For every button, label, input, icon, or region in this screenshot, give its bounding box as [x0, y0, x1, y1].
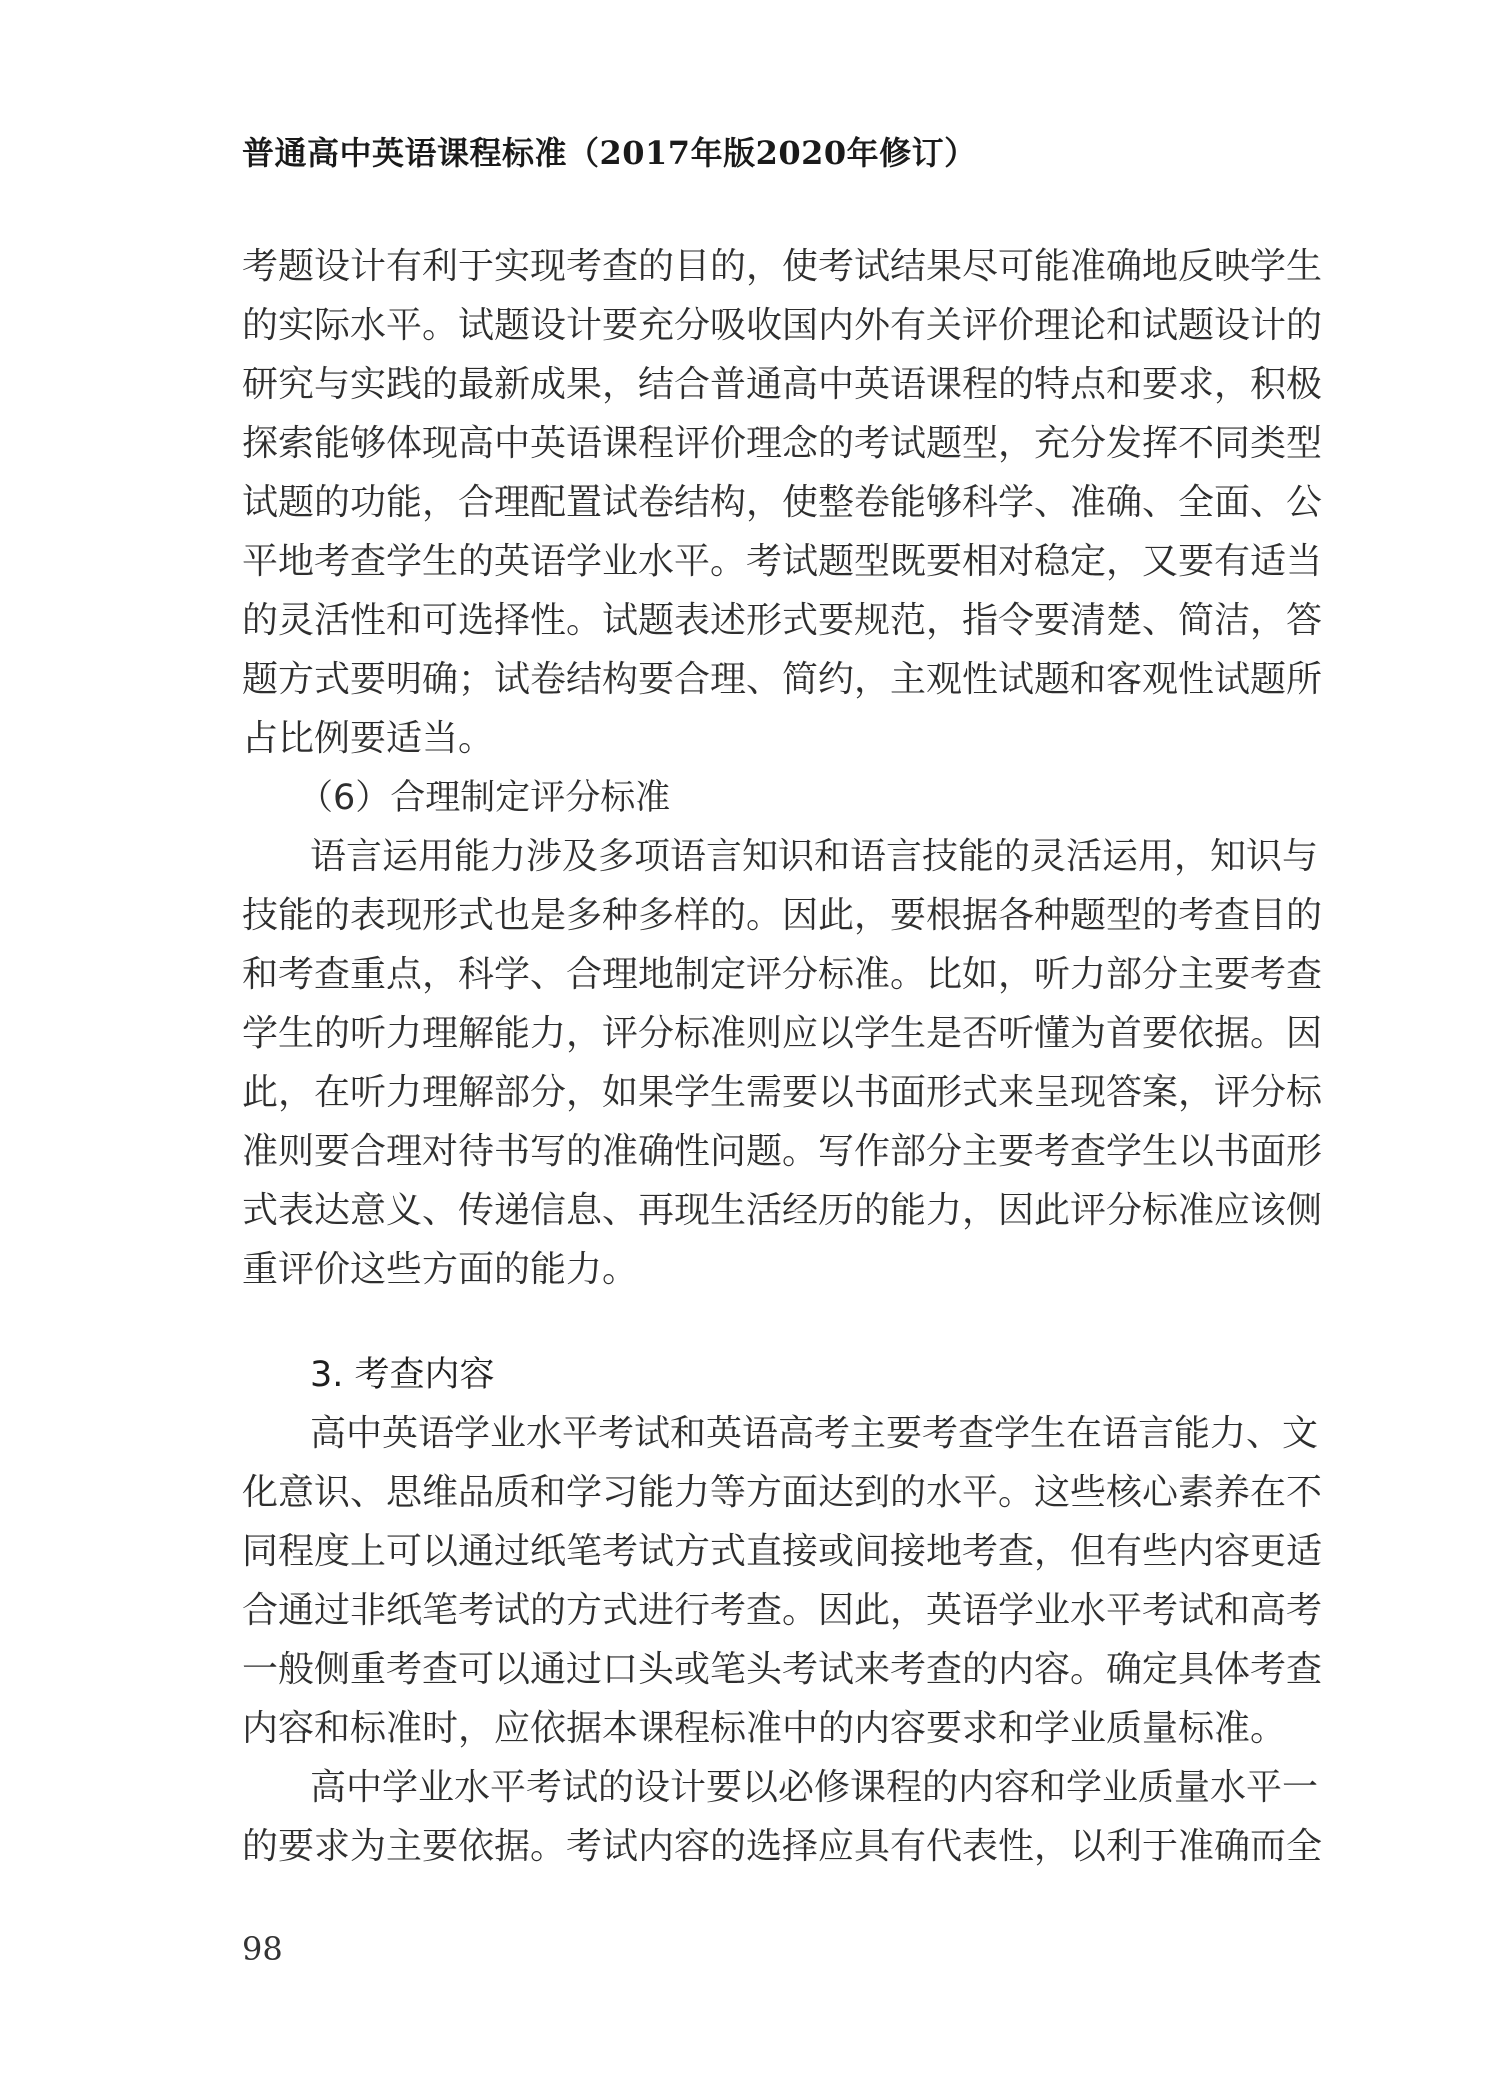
body-line: 同程度上可以通过纸笔考试方式直接或间接地考查，但有些内容更适	[242, 1531, 1323, 1572]
body-line: 的实际水平。试题设计要充分吸收国内外有关评价理论和试题设计的	[242, 305, 1323, 346]
body-line: 合通过非纸笔考试的方式进行考查。因此，英语学业水平考试和高考	[242, 1590, 1323, 1631]
body-line: 和考查重点，科学、合理地制定评分标准。比如，听力部分主要考查	[242, 954, 1323, 995]
body-line: 高中学业水平考试的设计要以必修课程的内容和学业质量水平一	[310, 1767, 1319, 1808]
body-line: 一般侧重考查可以通过口头或笔头考试来考查的内容。确定具体考查	[242, 1649, 1323, 1690]
body-line: 语言运用能力涉及多项语言知识和语言技能的灵活运用，知识与	[310, 836, 1319, 877]
body-line: 化意识、思维品质和学习能力等方面达到的水平。这些核心素养在不	[242, 1472, 1323, 1513]
body-line: 的要求为主要依据。考试内容的选择应具有代表性，以利于准确而全	[242, 1826, 1323, 1867]
running-head: 普通高中英语课程标准（2017年版2020年修订）	[242, 134, 977, 172]
body-line: 高中英语学业水平考试和英语高考主要考查学生在语言能力、文	[310, 1413, 1319, 1454]
body-line: 重评价这些方面的能力。	[242, 1249, 639, 1290]
body-line: 技能的表现形式也是多种多样的。因此，要根据各种题型的考查目的	[242, 895, 1323, 936]
body-line: 准则要合理对待书写的准确性问题。写作部分主要考查学生以书面形	[242, 1131, 1323, 1172]
body-line: 学生的听力理解能力，评分标准则应以学生是否听懂为首要依据。因	[242, 1013, 1323, 1054]
body-line: 研究与实践的最新成果，结合普通高中英语课程的特点和要求，积极	[242, 364, 1323, 405]
section-heading: 3. 考查内容	[310, 1355, 495, 1395]
body-line: 此，在听力理解部分，如果学生需要以书面形式来呈现答案，评分标	[242, 1072, 1323, 1113]
subsection-heading: （6）合理制定评分标准	[298, 778, 671, 818]
body-line: 占比例要适当。	[242, 718, 495, 759]
body-line: 内容和标准时，应依据本课程标准中的内容要求和学业质量标准。	[242, 1708, 1287, 1749]
body-line: 式表达意义、传递信息、再现生活经历的能力，因此评分标准应该侧	[242, 1190, 1323, 1231]
body-line: 试题的功能，合理配置试卷结构，使整卷能够科学、准确、全面、公	[242, 482, 1323, 523]
body-line: 的灵活性和可选择性。试题表述形式要规范，指令要清楚、简洁，答	[242, 600, 1323, 641]
body-line: 考题设计有利于实现考查的目的，使考试结果尽可能准确地反映学生	[242, 246, 1323, 287]
page-number: 98	[242, 1930, 283, 1968]
body-line: 平地考查学生的英语学业水平。考试题型既要相对稳定，又要有适当	[242, 541, 1323, 582]
body-line: 探索能够体现高中英语课程评价理念的考试题型，充分发挥不同类型	[242, 423, 1323, 464]
body-line: 题方式要明确；试卷结构要合理、简约，主观性试题和客观性试题所	[242, 659, 1323, 700]
